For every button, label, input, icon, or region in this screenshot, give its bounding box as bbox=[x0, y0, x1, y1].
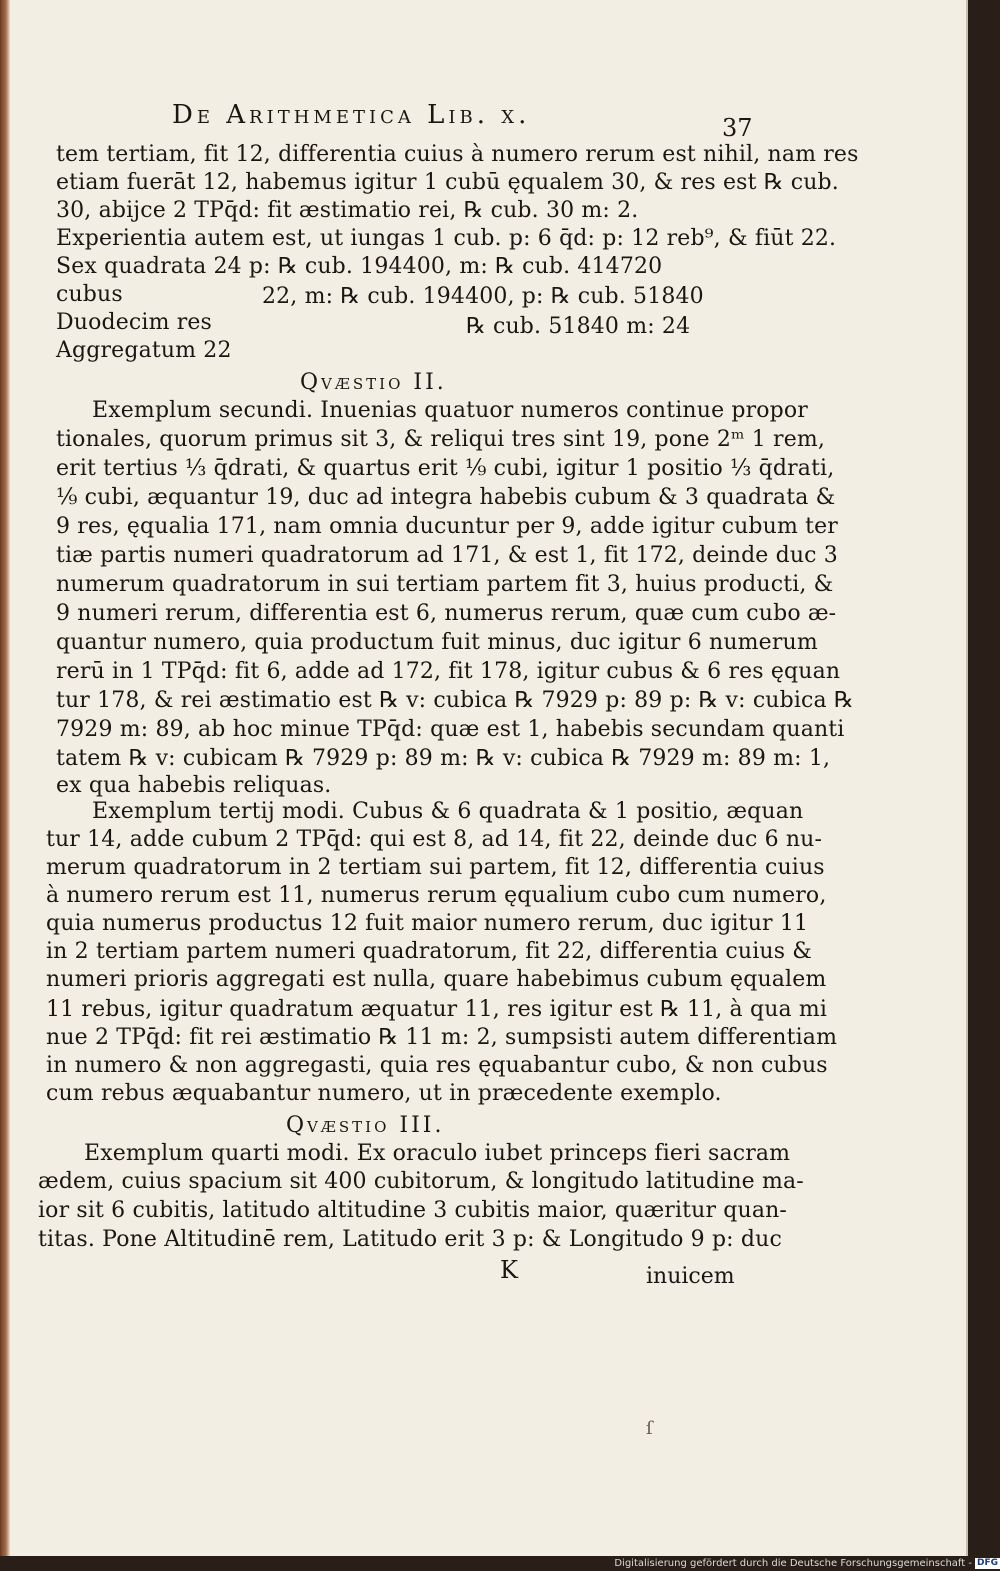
text-line: nue 2 TPq̄d: fit rei æstimatio ℞ 11 m: 2, sumpsisti autem differentiam bbox=[46, 1025, 838, 1050]
text-line: ædem, cuius spacium sit 400 cubitorum, & longitudo latitudine ma- bbox=[38, 1169, 804, 1194]
text-line: 9 res, ęqualia 171, nam omnia ducuntur per 9, adde igitur cubum ter bbox=[56, 514, 838, 539]
signature-mark: K bbox=[500, 1256, 518, 1284]
text-line: merum quadratorum in 2 tertiam sui partem, fit 12, differentia cuius bbox=[46, 855, 825, 880]
text-line: ℞ cub. 51840 m: 24 bbox=[466, 314, 691, 339]
text-line: Duodecim res bbox=[56, 310, 212, 335]
text-line: in 2 tertiam partem numeri quadratorum, fit 22, differentia cuius & bbox=[46, 939, 813, 964]
text-line: rerū in 1 TPq̄d: fit 6, adde ad 172, fit 178, igitur cubus & 6 res ęquan bbox=[56, 659, 841, 684]
question-heading: Qvæstio III. bbox=[286, 1113, 445, 1138]
text-line: quantur numero, quia productum fuit minus, duc igitur 6 numerum bbox=[56, 630, 818, 655]
text-line: Aggregatum 22 bbox=[56, 338, 232, 363]
text-line: Exemplum tertij modi. Cubus & 6 quadrata & 1 positio, æquan bbox=[92, 799, 804, 824]
text-line: tem tertiam, fit 12, differentia cuius à numero rerum est nihil, nam res bbox=[56, 142, 859, 167]
text-line: 9 numeri rerum, differentia est 6, numerus rerum, quæ cum cubo æ- bbox=[56, 601, 837, 626]
text-line: 11 rebus, igitur quadratum æquatur 11, res igitur est ℞ 11, à qua mi bbox=[46, 997, 828, 1022]
text-line: titas. Pone Altitudinē rem, Latitudo erit 3 p: & Longitudo 9 p: duc bbox=[38, 1227, 782, 1252]
text-line: cubus bbox=[56, 282, 123, 307]
text-line: ex qua habebis reliquas. bbox=[56, 773, 332, 798]
credit-text: Digitalisierung gefördert durch die Deutsche Forschungsgemeinschaft - bbox=[614, 1558, 972, 1569]
text-line: tur 178, & rei æstimatio est ℞ v: cubica ℞ 7929 p: 89 p: ℞ v: cubica ℞ bbox=[56, 688, 854, 713]
text-line: in numero & non aggregasti, quia res ęquabantur cubo, & non cubus bbox=[46, 1053, 828, 1078]
text-line: tatem ℞ v: cubicam ℞ 7929 p: 89 m: ℞ v: cubica ℞ 7929 m: 89 m: 1, bbox=[56, 746, 831, 771]
text-line: Exemplum secundi. Inuenias quatuor numeros continue propor bbox=[92, 398, 808, 423]
page-number: 37 bbox=[722, 114, 753, 142]
question-heading: Qvæstio II. bbox=[300, 370, 447, 395]
text-line: numerum quadratorum in sui tertiam partem fit 3, huius producti, & bbox=[56, 572, 834, 597]
text-line: tionales, quorum primus sit 3, & reliqui tres sint 19, pone 2ᵐ 1 rem, bbox=[56, 427, 826, 452]
text-line: numeri prioris aggregati est nulla, quare habebimus cubum ęqualem bbox=[46, 967, 827, 992]
text-line: Experientia autem est, ut iungas 1 cub. p: 6 q̄d: p: 12 reb⁹, & fiūt 22. bbox=[56, 226, 837, 251]
text-line: ior sit 6 cubitis, latitudo altitudine 3 cubitis maior, quæritur quan- bbox=[38, 1198, 787, 1223]
dfg-logo-icon: DFG bbox=[976, 1557, 998, 1568]
text-line: à numero rerum est 11, numerus rerum ęqualium cubo cum numero, bbox=[46, 883, 827, 908]
text-line: erit tertius ⅓ q̄drati, & quartus erit ⅑ cubi, igitur 1 positio ⅓ q̄drati, bbox=[56, 456, 835, 481]
text-line: 7929 m: 89, ab hoc minue TPq̄d: quæ est 1, habebis secundam quanti bbox=[56, 717, 845, 742]
digitization-credit bbox=[600, 1557, 1000, 1571]
text-line: quia numerus productus 12 fuit maior numero rerum, duc igitur 11 bbox=[46, 911, 809, 936]
stray-ink-mark: ſ bbox=[646, 1418, 653, 1439]
text-line: 30, abijce 2 TPq̄d: fit æstimatio rei, ℞ cub. 30 m: 2. bbox=[56, 198, 639, 223]
text-line: cum rebus æquabantur numero, ut in præcedente exemplo. bbox=[46, 1081, 722, 1106]
text-line: Sex quadrata 24 p: ℞ cub. 194400, m: ℞ cub. 414720 bbox=[56, 254, 663, 279]
text-line: 22, m: ℞ cub. 194400, p: ℞ cub. 51840 bbox=[262, 284, 704, 309]
text-line: tur 14, adde cubum 2 TPq̄d: qui est 8, ad 14, fit 22, deinde duc 6 nu- bbox=[46, 827, 823, 852]
text-line: ⅑ cubi, æquantur 19, duc ad integra habebis cubum & 3 quadrata & bbox=[56, 485, 836, 510]
text-line: etiam fuerāt 12, habemus igitur 1 cubū ęqualem 30, & res est ℞ cub. bbox=[56, 170, 839, 195]
catchword: inuicem bbox=[646, 1264, 735, 1289]
running-title: De Arithmetica Lib. x. bbox=[172, 100, 531, 130]
text-line: tiæ partis numeri quadratorum ad 171, & est 1, fit 172, deinde duc 3 bbox=[56, 543, 838, 568]
text-line: Exemplum quarti modi. Ex oraculo iubet princeps fieri sacram bbox=[84, 1141, 791, 1166]
